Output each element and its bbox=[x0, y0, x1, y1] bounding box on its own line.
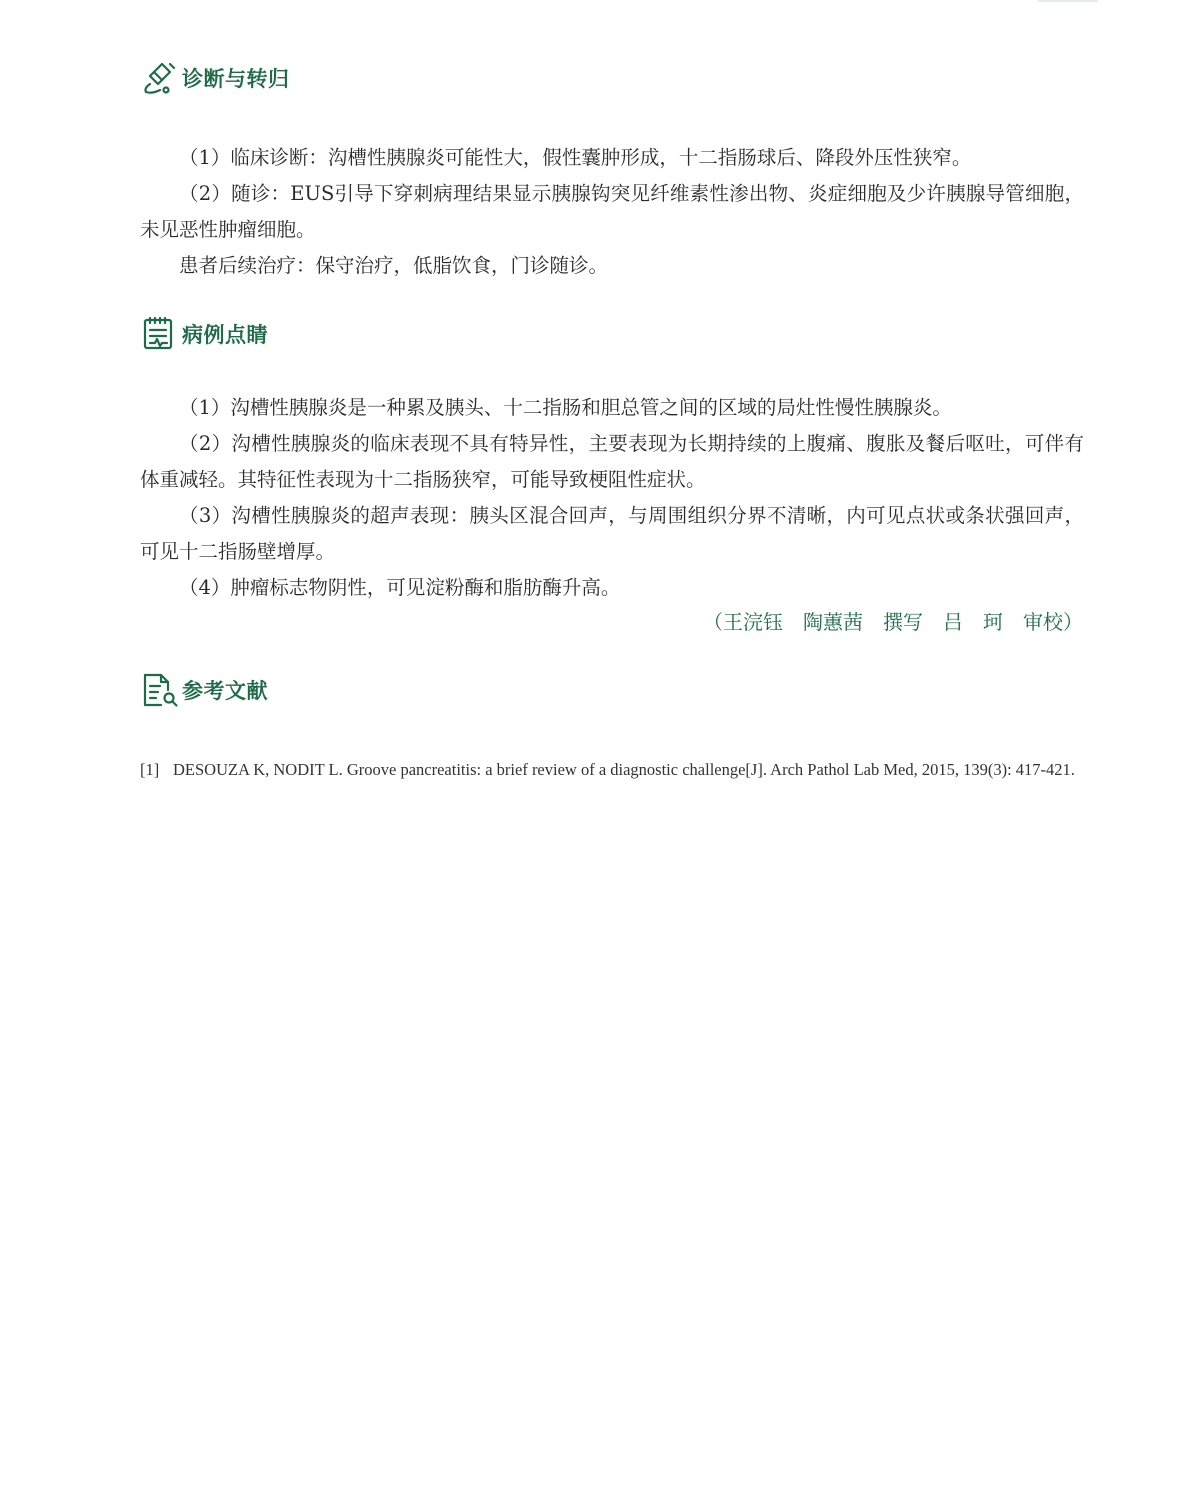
reference-text: DESOUZA K, NODIT L. Groove pancreatitis: a brief review of a diagnostic challenge[J]. Arch Pathol Lab Med, 2015, 139(3): 417-421. bbox=[173, 760, 1075, 779]
paragraph: （4）肿瘤标志物阴性，可见淀粉酶和脂肪酶升高。 bbox=[179, 576, 621, 599]
reference-number: [1] bbox=[140, 760, 160, 779]
section-title: 参考文献 bbox=[182, 679, 268, 703]
paragraph: （3）沟槽性胰腺炎的超声表现：胰头区混合回声，与周围组织分界不清晰，内可见点状或条状强回声，可见十二指肠壁增厚。 bbox=[140, 504, 1084, 563]
paragraph: 患者后续治疗：保守治疗，低脂饮食，门诊随诊。 bbox=[179, 254, 609, 277]
section-heading-diagnosis bbox=[140, 60, 290, 96]
document-search-icon bbox=[140, 672, 180, 708]
reference-item bbox=[140, 756, 1084, 784]
paragraph: （2）沟槽性胰腺炎的临床表现不具有特异性，主要表现为长期持续的上腹痛、腹胀及餐后呕吐，可伴有体重减轻。其特征性表现为十二指肠狭窄，可能导致梗阻性症状。 bbox=[140, 432, 1084, 491]
clipboard-icon bbox=[140, 316, 180, 352]
section-title: 病例点睛 bbox=[182, 323, 268, 347]
section-heading-references bbox=[140, 672, 268, 708]
paragraph: （1）沟槽性胰腺炎是一种累及胰头、十二指肠和胆总管之间的区域的局灶性慢性胰腺炎。 bbox=[179, 396, 952, 419]
paragraph: （2）随诊：EUS引导下穿刺病理结果显示胰腺钩突见纤维素性渗出物、炎症细胞及少许胰腺导管细胞，未见恶性肿瘤细胞。 bbox=[140, 182, 1084, 241]
page-corner-mark bbox=[1038, 0, 1098, 2]
section-heading-highlights bbox=[140, 316, 268, 352]
author-credit: （王浣钰 陶蕙茜 撰写 吕 珂 审校） bbox=[703, 610, 1083, 634]
section-title: 诊断与转归 bbox=[182, 67, 290, 91]
paragraph: （1）临床诊断：沟槽性胰腺炎可能性大，假性囊肿形成，十二指肠球后、降段外压性狭窄。 bbox=[179, 146, 972, 169]
stethoscope-icon bbox=[140, 60, 180, 96]
